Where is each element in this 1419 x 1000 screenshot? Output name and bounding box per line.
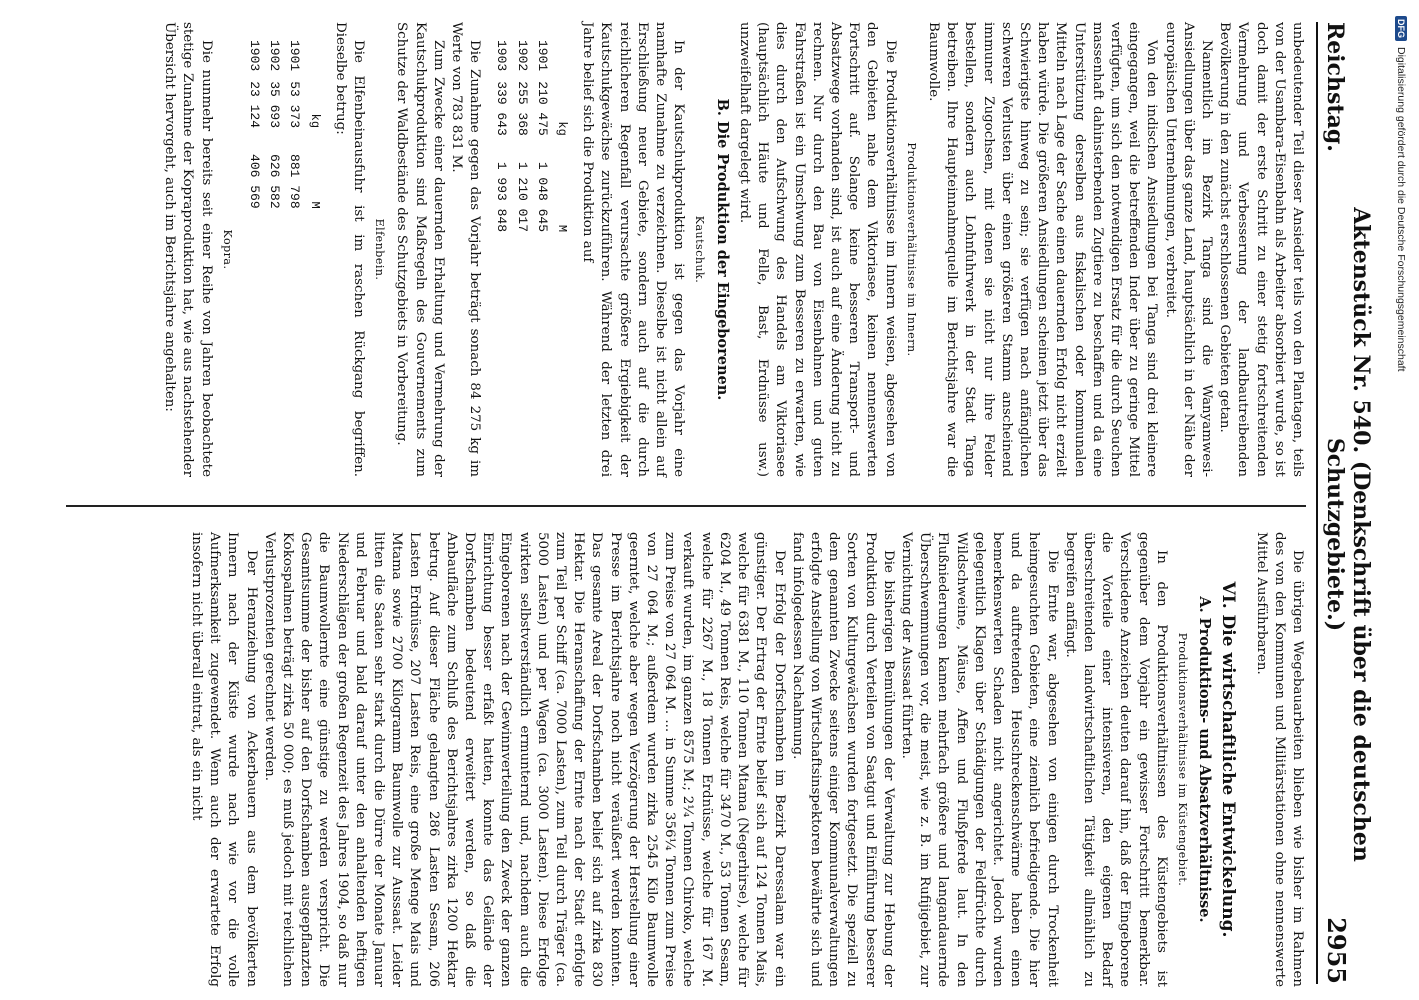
elfenbein-table [244,40,325,235]
page-number: 2955 [1322,917,1351,984]
credit-text: Digitalisierung gefördert durch die Deutsche Forschungsgemeinschaft [1395,47,1407,372]
table-row [264,40,284,235]
value-cell: 1 048 645 [534,161,550,233]
paragraph: Die Ernte war, abgesehen von einigen durch Trockenheit heimgesuchten Gebieten, eine ziemlich befriedigende. Die hier und da auftretenden Heuschreckenschwärme haben einen bemerkenswerten Schaden nicht angerichtet. Jedoch wurden gelegentlich Klagen über Schädigungen der Feldfrüchte durch Wildschweine, Mäuse, Affen und Flußpferde laut. In den Flußniederungen kamen mehrfach größere und langandauernde Überschwemmungen vor, die meist, wie z. B. im Rufijigebiet, zur Vernichtung der Aussaat führten. [898,532,1060,987]
column-divider [66,505,1306,507]
kg-cell: 339 643 [494,81,510,136]
unit-m: M [555,224,570,233]
value-cell: 626 582 [267,154,283,209]
subsection-title: A. Produktions- und Absatzverhältnisse. [1196,596,1214,923]
document-subject: (Denkschrift über die deutschen Schutzgebiete.) [1322,437,1374,862]
value-cell: 881 798 [287,154,303,209]
subheading: Elfenbein. [373,218,387,281]
unit-kg: kg [555,121,570,136]
unit-m: M [307,201,322,209]
kg-cell: 53 373 [287,81,303,129]
year-cell: 1901 [287,40,303,72]
kautschuk-table [491,40,572,258]
digitization-credit [1392,16,1410,986]
year-cell: 1903 [247,40,263,72]
paragraph: unbedeutender Teil dieser Ansiedler teils von den Plantagen, teils von der Usambara-Eisenbahn als Arbeiter absorbiert wurde, so ist doch damit der erste Schritt zu einer stetig fortschreitenden Vermehrung und Verbesserung der landbautreibenden Bevölkerung in den zunächst erschlossenen Gebieten getan. [1217,22,1305,477]
kg-cell: 23 124 [247,81,263,129]
table-row [511,40,531,258]
paragraph: In den Produktionsverhältnissen des Küstengebiets ist gegenüber dem Vorjahr ein gewisser Fortschritt bemerkbar. Verschiedene Anzeichen deuten darauf hin, daß der Eingeborene die Vorteile einer intensiveren, den eigenen Bedarf überschreitenden landwirtschaftlichen Tätigkeit allmählich zu begreifen anfängt. [1062,532,1169,987]
subheading: Kopra. [220,229,234,270]
paragraph: Die bisherigen Bemühungen der Verwaltung zur Hebung der Produktion durch Verteilen von Saatgut und Einführung besserer Sorten von Kulturgewächsen wurden fortgesetzt. Die speziell zu dem genannten Zwecke seitens einiger Kommunalverwaltungen erfolgte Anstellung von Wirtschaftsinspektoren bewährte sich und fand infolgedessen Nachahmung. [789,532,896,987]
right-column [160,22,1306,477]
paragraph: Die übrigen Wegebauarbeiten blieben wie bisher im Rahmen des von den Kommunen und Militärstationen ohne nennenswerte Mittel Ausführbaren. [1253,532,1305,987]
paragraph: Die Zunahme gegen das Vorjahr beträgt sonach 84 275 kg im Werte von 783 831 M. [449,22,483,477]
kg-cell: 35 693 [267,81,283,129]
value-cell: 1 210 017 [514,161,530,233]
left-column [187,532,1306,987]
value-cell: 406 569 [247,154,263,209]
section-title: VI. Die wirtschaftliche Entwickelung. [1218,581,1239,938]
paragraph: Zum Zwecke einer dauernden Erhaltung und Vermehrung der Kautschukproduktion sind Maßregeln des Gouvernements zum Schutze der Waldbestände des Schutzgebiets in Vorbereitung. [394,22,446,477]
dfg-logo: DFG [1395,16,1407,41]
document-title [1322,152,1374,917]
year-cell: 1903 [494,40,510,72]
value-cell: 1 993 848 [494,161,510,233]
year-cell: 1902 [514,40,530,72]
table-row [244,40,264,235]
subheading: Kautschuk. [693,215,707,284]
paragraph: Der Erfolg der Dorfschamben im Bezirk Daressalam war ein günstiger. Der Ertrag der Ernte belief sich auf 124 Tonnen Mais, welche für 6381 M., 110 Tonnen Mtama (Negerhirse), welche für 6204 M., 49 Tonnen Reis, welche für 3470 M., 53 Tonnen Sesam, welche für 2267 M., 18 Tonnen Erdnüsse, welche für 167 M. verkauft wurden, im ganzen 8575 M.; 2¼ Tonnen Chiroko, welche zum Preise von 27 064 M. ... in Summe 356¼ Tonnen zum Preise von 27 064 M.; außerdem wurden zirka 2545 Kilo Baumwolle geerntet, welche aber wegen Verzögerung der Herstellung einer Presse im Berichtsjahre noch nicht veräußert werden konnten. Das gesamte Areal der Dorfschamben belief sich auf zirka 830 Hektar. Die Heranschaffung der Ernte nach der Stadt erfolgte zum Teil per Schiff (ca. 7000 Lasten), zum Teil durch Träger (ca. 5000 Lasten) und per Wagen (ca. 3000 Lasten). Diese Erfolge wirkten selbstverständlich ermunternd und, nachdem auch die Eingeborenen nach der Gewinnverteilung den Zweck der ganzen Einrichtung besser erfaßt hatten, konnte das Gelände der Dorfschamben bedeutend erweitert werden, so daß die Anbaufläche zum Schluß des Berichtsjahres zirka 1200 Hektar betrug. Auf dieser Fläche gelangten 286 Lasten Sesam, 206 Lasten Erdnüsse, 207 Lasten Reis, eine große Menge Mais und Mtama sowie 2700 Kilogramm Baumwolle zur Aussaat. Leider litten die Saaten sehr stark durch die Dürre der Monate Januar und Februar und bald darauf unter den anhaltenden heftigen Niederschlägen der großen Regenzeit des Jahres 1904, so daß nur die Baumwollernte eine günstige zu werden verspricht. Die Gesamtsumme der bisher auf den Dorfschamben ausgepflanzten Kokospalmen beträgt zirka 50 000; es muß jedoch mit reichlichen Verlustprozenten gerechnet werden. [261,532,787,987]
table-row [284,40,304,235]
paragraph: In der Kautschukproduktion ist gegen das Vorjahr eine namhafte Zunahme zu verzeichnen. Dieselbe ist nicht allein auf Erschließung neuer Gebiete, sondern auch auf die durch reichlicheren Regenfall verursachte größere Ergiebigkeit der Kautschukgewächse zurückzuführen. Während der letzten drei Jahre belief sich die Produktion auf [580,22,687,477]
paragraph: Der Heranziehung von Ackerbauern aus dem bevölkerten Innern nach der Küste wurde nach wie vor die volle Aufmerksamkeit zugewendet. Wenn auch der erwartete Erfolg insofern nicht überall eintrat, als ein nicht [189,532,259,987]
kg-cell: 210 475 [534,81,550,136]
paragraph: Die nunmehr bereits seit einer Reihe von Jahren beobachtete stetige Zunahme der Kopraproduktion hat, wie aus nachstehender Übersicht hervorgeht, auch im Berichtsjahre angehalten: [162,22,214,477]
document-number: Aktenstück Nr. 540. [1348,207,1374,454]
section-title: B. Die Produktion der Eingeborenen. [713,98,731,401]
unit-kg: kg [307,113,322,129]
subheading: Produktionsverhältnisse im Küstengebiet. [1175,632,1189,887]
year-cell: 1902 [267,40,283,72]
table-row [532,40,552,258]
paragraph: Die Elfenbeinausfuhr ist im raschen Rückgang begriffen. Dieselbe betrug: [332,22,367,477]
subheading: Produktionsverhältnisse im Innern. [904,142,918,357]
year-cell: 1901 [534,40,550,72]
page-header [1316,22,1374,984]
paragraph: Von den indischen Ansiedlungen bei Tanga sind drei kleinere eingegangen, weil die betreffenden Inder über zu geringe Mittel verfügten, um sich den notwendigen Ersatz für die durch Seuchen massenhaft dahinsterbenden Zugtiere zu beschaffen und da eine Unterstützung derselben aus fiskalischen oder kommunalen Mitteln nach Lage der Sache einen dauernden Erfolg nicht erzielt haben würde. Die größeren Ansiedlungen scheinen jetzt über das Schwierigste hinweg zu sein; sie verfügen nach anfänglichen schweren Verlusten über einen größeren Stamm anscheinend immuner Zugochsen, mit denen sie nicht nur ihre Felder bestellen, sondern auch Lohnfuhrwerk in der Stadt Tanga betreiben. Ihre Haupteinnahmequelle im Berichtsjahre war die Baumwolle. [925,22,1160,477]
paragraph: Namentlich im Bezirk Tanga sind die Wanyamwesi-Ansiedlungen über das ganze Land, hauptsächlich in der Nähe der europäischen Unternehmungen, verbreitet. [1162,22,1214,477]
parliament-label: Reichstag. [1322,22,1348,152]
paragraph: Die Produktionsverhältnisse im Innern weisen, abgesehen von den Gebieten nahe dem Viktoriasee, keinen nennenswerten Fortschritt auf. Solange keine besseren Transport- und Absatzwege vorhanden sind, ist auch auf eine Änderung nicht zu rechnen. Nur durch den Bau von Eisenbahnen und guten Fahrstraßen ist ein Umschwung zum Besseren zu erwarten, wie dies durch den Aufschwung des Handels am Viktoriasee (hauptsächlich Häute und Felle, Bast, Erdnüsse usw.) unzweifelhaft dargelegt wird. [736,22,898,477]
kg-cell: 255 368 [514,81,530,136]
table-row [491,40,511,258]
